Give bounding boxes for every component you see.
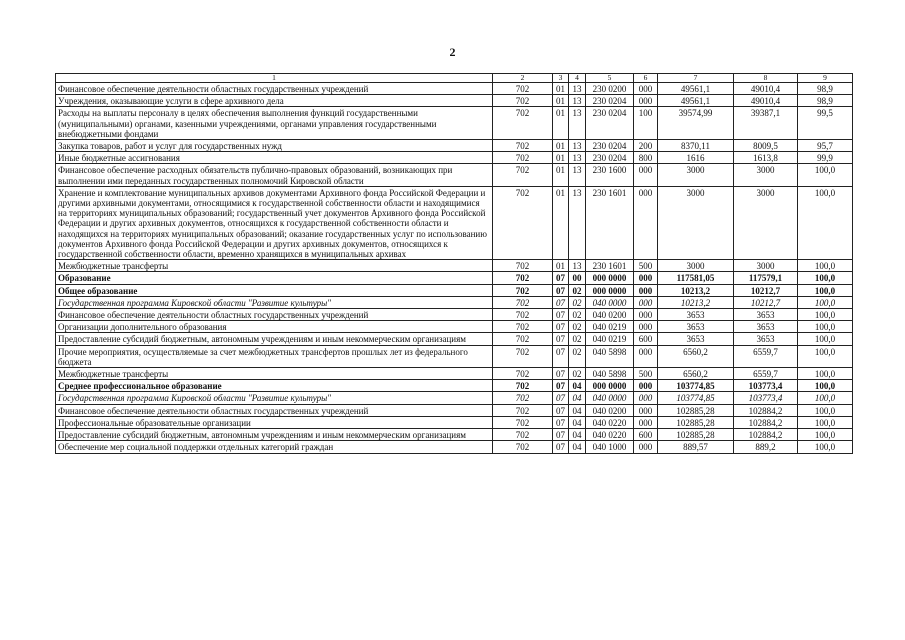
target-article-cell: 230 0204 [586,107,634,140]
expense-type-cell: 100 [634,107,658,140]
percent-cell: 98,9 [798,95,853,107]
planned-cell: 6560,2 [658,345,734,367]
target-article-cell: 000 0000 [586,284,634,296]
target-article-cell: 230 1601 [586,186,634,259]
executed-cell: 1613,8 [734,152,798,164]
planned-cell: 3653 [658,309,734,321]
header-cell: 6 [634,74,658,83]
expense-type-cell: 000 [634,186,658,259]
percent-cell: 100,0 [798,164,853,186]
row-name-cell: Расходы на выплаты персоналу в целях обеспечения выполнения функций государственными (муниципальными) органами, казенными учреждениями, органами управления государственными внебюджетными фондами [56,107,493,140]
row-name-cell: Образование [56,272,493,284]
header-cell: 1 [56,74,493,83]
section-cell: 07 [553,392,569,404]
expense-type-cell: 000 [634,284,658,296]
target-article-cell: 040 0220 [586,429,634,441]
subsection-cell: 02 [569,321,586,333]
planned-cell: 3000 [658,186,734,259]
expense-type-cell: 000 [634,345,658,367]
subsection-cell: 04 [569,429,586,441]
section-cell: 01 [553,107,569,140]
table-row [56,186,853,259]
target-article-cell: 040 0220 [586,416,634,428]
row-name-cell: Государственная программа Кировской области "Развитие культуры" [56,392,493,404]
section-cell: 07 [553,404,569,416]
section-cell: 07 [553,333,569,345]
section-cell: 07 [553,284,569,296]
table-row [56,284,853,296]
ved-cell: 702 [493,95,553,107]
executed-cell: 6559,7 [734,345,798,367]
planned-cell: 3000 [658,260,734,272]
ved-cell: 702 [493,380,553,392]
ved-cell: 702 [493,272,553,284]
section-cell: 01 [553,83,569,95]
row-name-cell: Межбюджетные трансферты [56,368,493,380]
ved-cell: 702 [493,140,553,152]
section-cell: 07 [553,368,569,380]
planned-cell: 3000 [658,164,734,186]
percent-cell: 100,0 [798,284,853,296]
row-name-cell: Финансовое обеспечение деятельности областных государственных учреждений [56,404,493,416]
row-name-cell: Финансовое обеспечение деятельности областных государственных учреждений [56,83,493,95]
page-number: 2 [449,45,456,59]
planned-cell: 3653 [658,333,734,345]
section-cell: 01 [553,186,569,259]
subsection-cell: 13 [569,107,586,140]
planned-cell: 102885,28 [658,416,734,428]
expense-type-cell: 000 [634,380,658,392]
row-name-cell: Предоставление субсидий бюджетным, автономным учреждениям и иным некоммерческим организациям [56,429,493,441]
expense-type-cell: 000 [634,309,658,321]
executed-cell: 103773,4 [734,392,798,404]
table-row [56,296,853,308]
expense-type-cell: 000 [634,416,658,428]
executed-cell: 3653 [734,309,798,321]
expense-type-cell: 000 [634,296,658,308]
ved-cell: 702 [493,333,553,345]
subsection-cell: 04 [569,380,586,392]
planned-cell: 1616 [658,152,734,164]
table-row [56,333,853,345]
row-name-cell: Предоставление субсидий бюджетным, автономным учреждениям и иным некоммерческим организациям [56,333,493,345]
row-name-cell: Прочие мероприятия, осуществляемые за счет межбюджетных трансфертов прошлых лет из федерального бюджета [56,345,493,367]
section-cell: 01 [553,140,569,152]
planned-cell: 102885,28 [658,404,734,416]
subsection-cell: 02 [569,345,586,367]
percent-cell: 100,0 [798,345,853,367]
percent-cell: 100,0 [798,441,853,453]
planned-cell: 889,57 [658,441,734,453]
percent-cell: 100,0 [798,368,853,380]
budget-table-body [56,74,853,454]
executed-cell: 103773,4 [734,380,798,392]
percent-cell: 100,0 [798,272,853,284]
executed-cell: 39387,1 [734,107,798,140]
ved-cell: 702 [493,416,553,428]
ved-cell: 702 [493,83,553,95]
section-cell: 07 [553,429,569,441]
table-header-row [56,74,853,83]
section-cell: 07 [553,441,569,453]
subsection-cell: 02 [569,333,586,345]
planned-cell: 39574,99 [658,107,734,140]
executed-cell: 6559,7 [734,368,798,380]
planned-cell: 3653 [658,321,734,333]
section-cell: 01 [553,164,569,186]
expense-type-cell: 000 [634,441,658,453]
target-article-cell: 000 0000 [586,380,634,392]
expense-type-cell: 000 [634,164,658,186]
expense-type-cell: 000 [634,392,658,404]
ved-cell: 702 [493,321,553,333]
expense-type-cell: 000 [634,83,658,95]
row-name-cell: Общее образование [56,284,493,296]
ved-cell: 702 [493,152,553,164]
table-row [56,260,853,272]
table-row [56,441,853,453]
subsection-cell: 04 [569,392,586,404]
expense-type-cell: 000 [634,95,658,107]
table-row [56,152,853,164]
table-row [56,140,853,152]
target-article-cell: 040 0000 [586,392,634,404]
target-article-cell: 040 0219 [586,333,634,345]
header-cell: 8 [734,74,798,83]
ved-cell: 702 [493,368,553,380]
section-cell: 07 [553,321,569,333]
planned-cell: 103774,85 [658,380,734,392]
percent-cell: 99,9 [798,152,853,164]
target-article-cell: 230 0204 [586,140,634,152]
section-cell: 01 [553,95,569,107]
section-cell: 07 [553,416,569,428]
executed-cell: 3000 [734,186,798,259]
percent-cell: 100,0 [798,392,853,404]
table-row [56,107,853,140]
row-name-cell: Закупка товаров, работ и услуг для государственных нужд [56,140,493,152]
executed-cell: 8009,5 [734,140,798,152]
percent-cell: 100,0 [798,429,853,441]
row-name-cell: Организации дополнительного образования [56,321,493,333]
target-article-cell: 230 1601 [586,260,634,272]
row-name-cell: Иные бюджетные ассигнования [56,152,493,164]
subsection-cell: 02 [569,296,586,308]
planned-cell: 49561,1 [658,95,734,107]
executed-cell: 3653 [734,321,798,333]
percent-cell: 100,0 [798,380,853,392]
percent-cell: 100,0 [798,333,853,345]
budget-table [55,73,853,454]
expense-type-cell: 500 [634,260,658,272]
planned-cell: 103774,85 [658,392,734,404]
ved-cell: 702 [493,345,553,367]
executed-cell: 102884,2 [734,404,798,416]
section-cell: 07 [553,345,569,367]
target-article-cell: 230 0200 [586,83,634,95]
ved-cell: 702 [493,392,553,404]
subsection-cell: 04 [569,441,586,453]
executed-cell: 102884,2 [734,416,798,428]
planned-cell: 117581,05 [658,272,734,284]
percent-cell: 95,7 [798,140,853,152]
target-article-cell: 040 5898 [586,345,634,367]
executed-cell: 117579,1 [734,272,798,284]
row-name-cell: Обеспечение мер социальной поддержки отдельных категорий граждан [56,441,493,453]
target-article-cell: 040 1000 [586,441,634,453]
planned-cell: 10213,2 [658,296,734,308]
header-cell: 3 [553,74,569,83]
subsection-cell: 13 [569,164,586,186]
planned-cell: 102885,28 [658,429,734,441]
row-name-cell: Финансовое обеспечение расходных обязательств публично-правовых образований, возникающих при выполнении ими переданных государственных полномочий Кировской области [56,164,493,186]
table-row [56,416,853,428]
executed-cell: 49010,4 [734,95,798,107]
table-row [56,164,853,186]
row-name-cell: Финансовое обеспечение деятельности областных государственных учреждений [56,309,493,321]
executed-cell: 3000 [734,260,798,272]
section-cell: 07 [553,309,569,321]
percent-cell: 99,5 [798,107,853,140]
section-cell: 01 [553,152,569,164]
ved-cell: 702 [493,404,553,416]
section-cell: 07 [553,296,569,308]
executed-cell: 102884,2 [734,429,798,441]
table-row [56,83,853,95]
subsection-cell: 00 [569,272,586,284]
header-cell: 9 [798,74,853,83]
subsection-cell: 02 [569,309,586,321]
table-row [56,380,853,392]
ved-cell: 702 [493,164,553,186]
target-article-cell: 000 0000 [586,272,634,284]
ved-cell: 702 [493,107,553,140]
row-name-cell: Учреждения, оказывающие услуги в сфере архивного дела [56,95,493,107]
table-row [56,368,853,380]
header-cell: 7 [658,74,734,83]
expense-type-cell: 500 [634,368,658,380]
planned-cell: 8370,11 [658,140,734,152]
subsection-cell: 13 [569,140,586,152]
expense-type-cell: 800 [634,152,658,164]
expense-type-cell: 000 [634,404,658,416]
subsection-cell: 02 [569,284,586,296]
table-row [56,429,853,441]
section-cell: 07 [553,272,569,284]
target-article-cell: 230 0204 [586,152,634,164]
expense-type-cell: 000 [634,321,658,333]
target-article-cell: 040 0219 [586,321,634,333]
subsection-cell: 13 [569,260,586,272]
expense-type-cell: 200 [634,140,658,152]
percent-cell: 100,0 [798,321,853,333]
target-article-cell: 040 0000 [586,296,634,308]
table-row [56,321,853,333]
planned-cell: 6560,2 [658,368,734,380]
row-name-cell: Государственная программа Кировской области "Развитие культуры" [56,296,493,308]
ved-cell: 702 [493,441,553,453]
planned-cell: 10213,2 [658,284,734,296]
row-name-cell: Профессиональные образовательные организации [56,416,493,428]
ved-cell: 702 [493,260,553,272]
executed-cell: 889,2 [734,441,798,453]
percent-cell: 100,0 [798,404,853,416]
target-article-cell: 230 1600 [586,164,634,186]
target-article-cell: 040 5898 [586,368,634,380]
percent-cell: 100,0 [798,260,853,272]
row-name-cell: Хранение и комплектование муниципальных архивов документами Архивного фонда Российской Федерации и другими архивными документами, относящимися к государственной собственности области и находящимися на территориях муниципальных образований; государственный учет документов Архивного фонда Российской Федерации и других архивных документов, относящихся к государственной собственности области и находящихся на территориях муниципальных образований; оказание государственных услуг по использованию документов Архивного фонда Российской Федерации и других архивных документов, относящихся к государственной собственности области, временно хранящихся в муниципальных архивах [56,186,493,259]
table-row [56,95,853,107]
executed-cell: 10212,7 [734,284,798,296]
planned-cell: 49561,1 [658,83,734,95]
executed-cell: 3653 [734,333,798,345]
table-row [56,345,853,367]
percent-cell: 100,0 [798,416,853,428]
table-row [56,309,853,321]
section-cell: 07 [553,380,569,392]
executed-cell: 49010,4 [734,83,798,95]
subsection-cell: 13 [569,95,586,107]
percent-cell: 100,0 [798,309,853,321]
ved-cell: 702 [493,296,553,308]
section-cell: 01 [553,260,569,272]
table-row [56,272,853,284]
percent-cell: 98,9 [798,83,853,95]
ved-cell: 702 [493,309,553,321]
expense-type-cell: 000 [634,272,658,284]
ved-cell: 702 [493,429,553,441]
ved-cell: 702 [493,284,553,296]
ved-cell: 702 [493,186,553,259]
table-row [56,404,853,416]
subsection-cell: 13 [569,83,586,95]
row-name-cell: Межбюджетные трансферты [56,260,493,272]
subsection-cell: 13 [569,152,586,164]
target-article-cell: 040 0200 [586,309,634,321]
expense-type-cell: 600 [634,429,658,441]
target-article-cell: 040 0200 [586,404,634,416]
executed-cell: 10212,7 [734,296,798,308]
header-cell: 4 [569,74,586,83]
subsection-cell: 02 [569,368,586,380]
subsection-cell: 04 [569,416,586,428]
subsection-cell: 04 [569,404,586,416]
executed-cell: 3000 [734,164,798,186]
percent-cell: 100,0 [798,186,853,259]
subsection-cell: 13 [569,186,586,259]
percent-cell: 100,0 [798,296,853,308]
header-cell: 5 [586,74,634,83]
row-name-cell: Среднее профессиональное образование [56,380,493,392]
expense-type-cell: 600 [634,333,658,345]
target-article-cell: 230 0204 [586,95,634,107]
header-cell: 2 [493,74,553,83]
table-row [56,392,853,404]
